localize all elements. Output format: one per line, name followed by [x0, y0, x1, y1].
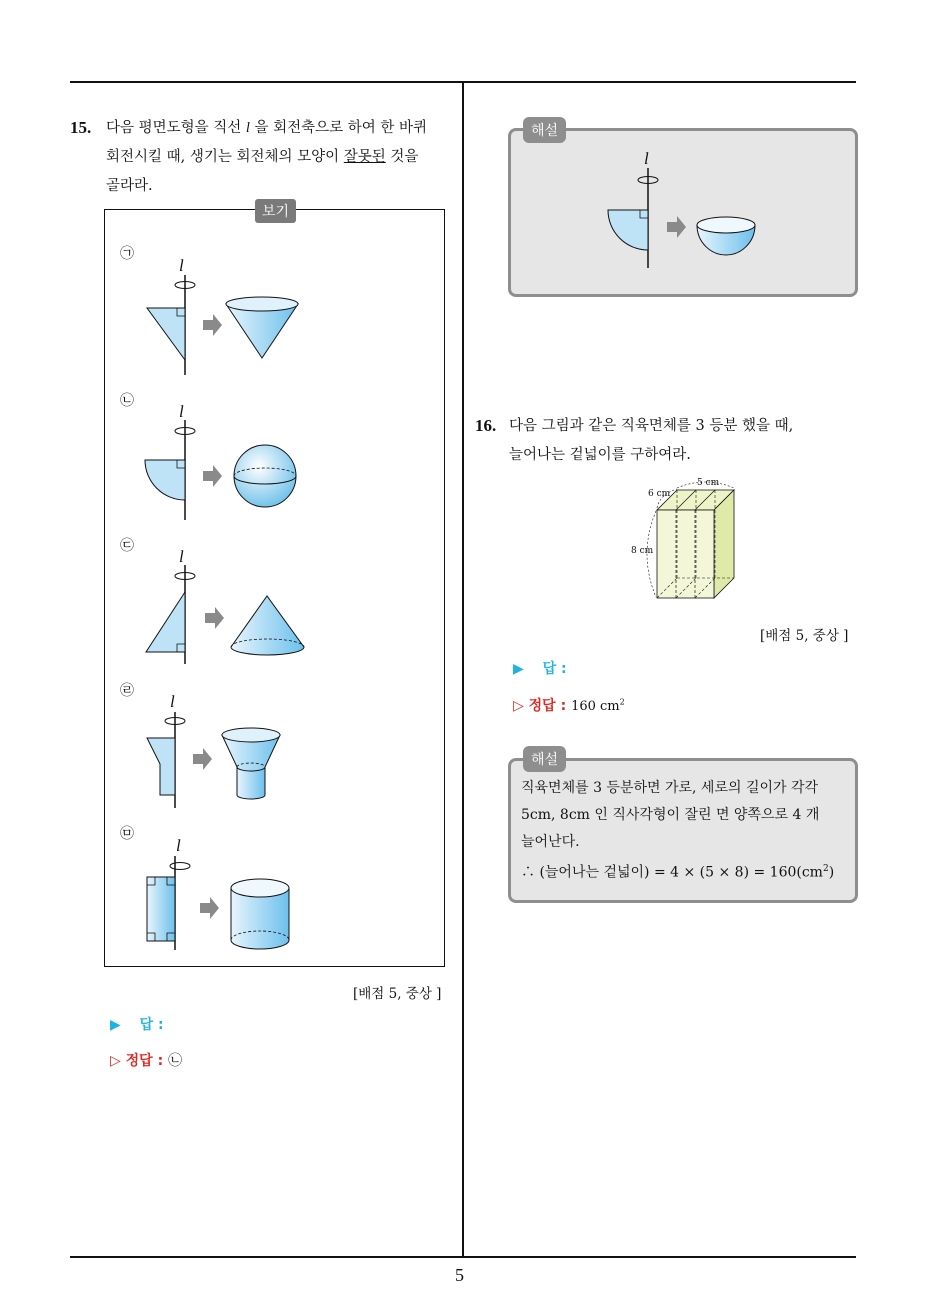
q16-answer-row — [513, 658, 567, 678]
q16-expl-line1: 직육면체를 3 등분하면 가로, 세로의 길이가 각각 — [521, 780, 819, 796]
q15-line1-a: 다음 평면도형을 직선 — [106, 120, 242, 136]
item5-figure — [147, 856, 289, 950]
item-mark-1: ㉠ — [120, 246, 134, 262]
q15-expl-axis-label: l — [644, 149, 649, 168]
q15-number: 15. — [70, 118, 92, 137]
item2-axis-label: l — [179, 402, 184, 421]
correct-arrow-icon: ▷ — [110, 1053, 121, 1069]
item1-axis-label: l — [179, 256, 184, 275]
q16-line2: 늘어나는 겉넓이를 구하여라. — [509, 447, 691, 463]
q16-correct-value — [571, 699, 625, 714]
q15-correct-row — [110, 1050, 182, 1070]
item-mark-2: ㉡ — [120, 393, 134, 409]
example-box-label: 보기 — [255, 199, 296, 223]
q15-score: [배점 5, 중상 ] — [353, 986, 442, 1002]
q16-expl-line2: 5cm, 8cm 인 직사각형이 잘린 면 양쪽으로 4 개 — [521, 807, 820, 823]
q16-correct-number: 160 cm — [571, 699, 620, 714]
q16-explanation-label: 해설 — [523, 746, 566, 772]
q15-line2-b: 것을 — [390, 149, 419, 165]
q16-expl-formula-sup: 2 — [822, 864, 829, 874]
q16-answer-prompt: 답 : — [542, 661, 567, 677]
q16-dim-depth: 6 cm — [648, 489, 671, 499]
item1-figure — [147, 275, 298, 375]
bottom-rule — [70, 1256, 856, 1258]
page-number: 5 — [455, 1265, 464, 1285]
q15-answer-row — [110, 1014, 164, 1034]
item5-axis-label: l — [176, 836, 181, 855]
item-mark-3: ㉢ — [120, 538, 134, 554]
answer-arrow-icon: ▶ — [513, 661, 524, 677]
item3-axis-label: l — [179, 547, 184, 566]
q16-correct-row — [513, 695, 625, 715]
item2-figure — [145, 420, 296, 520]
q15-underlined-word: 잘못된 — [343, 149, 386, 165]
q15-axis-var: l — [245, 120, 250, 136]
q15-explanation-label: 해설 — [523, 117, 566, 143]
q15-answer-prompt: 답 : — [139, 1017, 164, 1033]
q15-correct-label: 정답 : — [125, 1053, 164, 1069]
q15-text — [106, 114, 456, 201]
q16-text — [509, 412, 854, 470]
q15-line1-b: 을 회전축으로 하여 한 바퀴 — [254, 120, 428, 136]
q16-cuboid-figure — [640, 478, 750, 603]
q15-line3: 골라라. — [106, 178, 153, 194]
example-figures — [104, 209, 444, 966]
q16-expl-line4 — [521, 856, 851, 887]
q16-dim-width: 5 cm — [697, 478, 720, 488]
correct-arrow-icon: ▷ — [513, 698, 524, 714]
q15-line2-a: 회전시킬 때, 생기는 회전체의 모양이 — [106, 149, 340, 165]
item3-figure — [146, 565, 304, 664]
item4-figure — [147, 712, 280, 808]
q16-expl-formula-end: ) — [828, 864, 835, 881]
item-mark-4: ㉣ — [120, 683, 134, 699]
item4-axis-label: l — [170, 692, 175, 711]
q16-expl-formula: ∴ (늘어나는 겉넓이) = 4 × (5 × 8) = 160(cm — [521, 864, 823, 881]
item-mark-5: ㉤ — [120, 826, 134, 842]
q16-correct-sup: 2 — [619, 697, 625, 707]
q15-explanation-figure — [600, 165, 780, 275]
q16-score: [배점 5, 중상 ] — [760, 628, 849, 644]
column-divider — [462, 83, 464, 1258]
answer-arrow-icon: ▶ — [110, 1017, 121, 1033]
q16-correct-label: 정답 : — [528, 698, 567, 714]
q16-line1: 다음 그림과 같은 직육면체를 3 등분 했을 때, — [509, 418, 794, 434]
q16-explanation-text — [521, 775, 851, 887]
q15-correct-value: ㉡ — [168, 1053, 183, 1069]
q16-expl-line3: 늘어난다. — [521, 834, 580, 850]
q16-number: 16. — [475, 416, 497, 435]
q16-dim-height: 8 cm — [631, 546, 654, 556]
